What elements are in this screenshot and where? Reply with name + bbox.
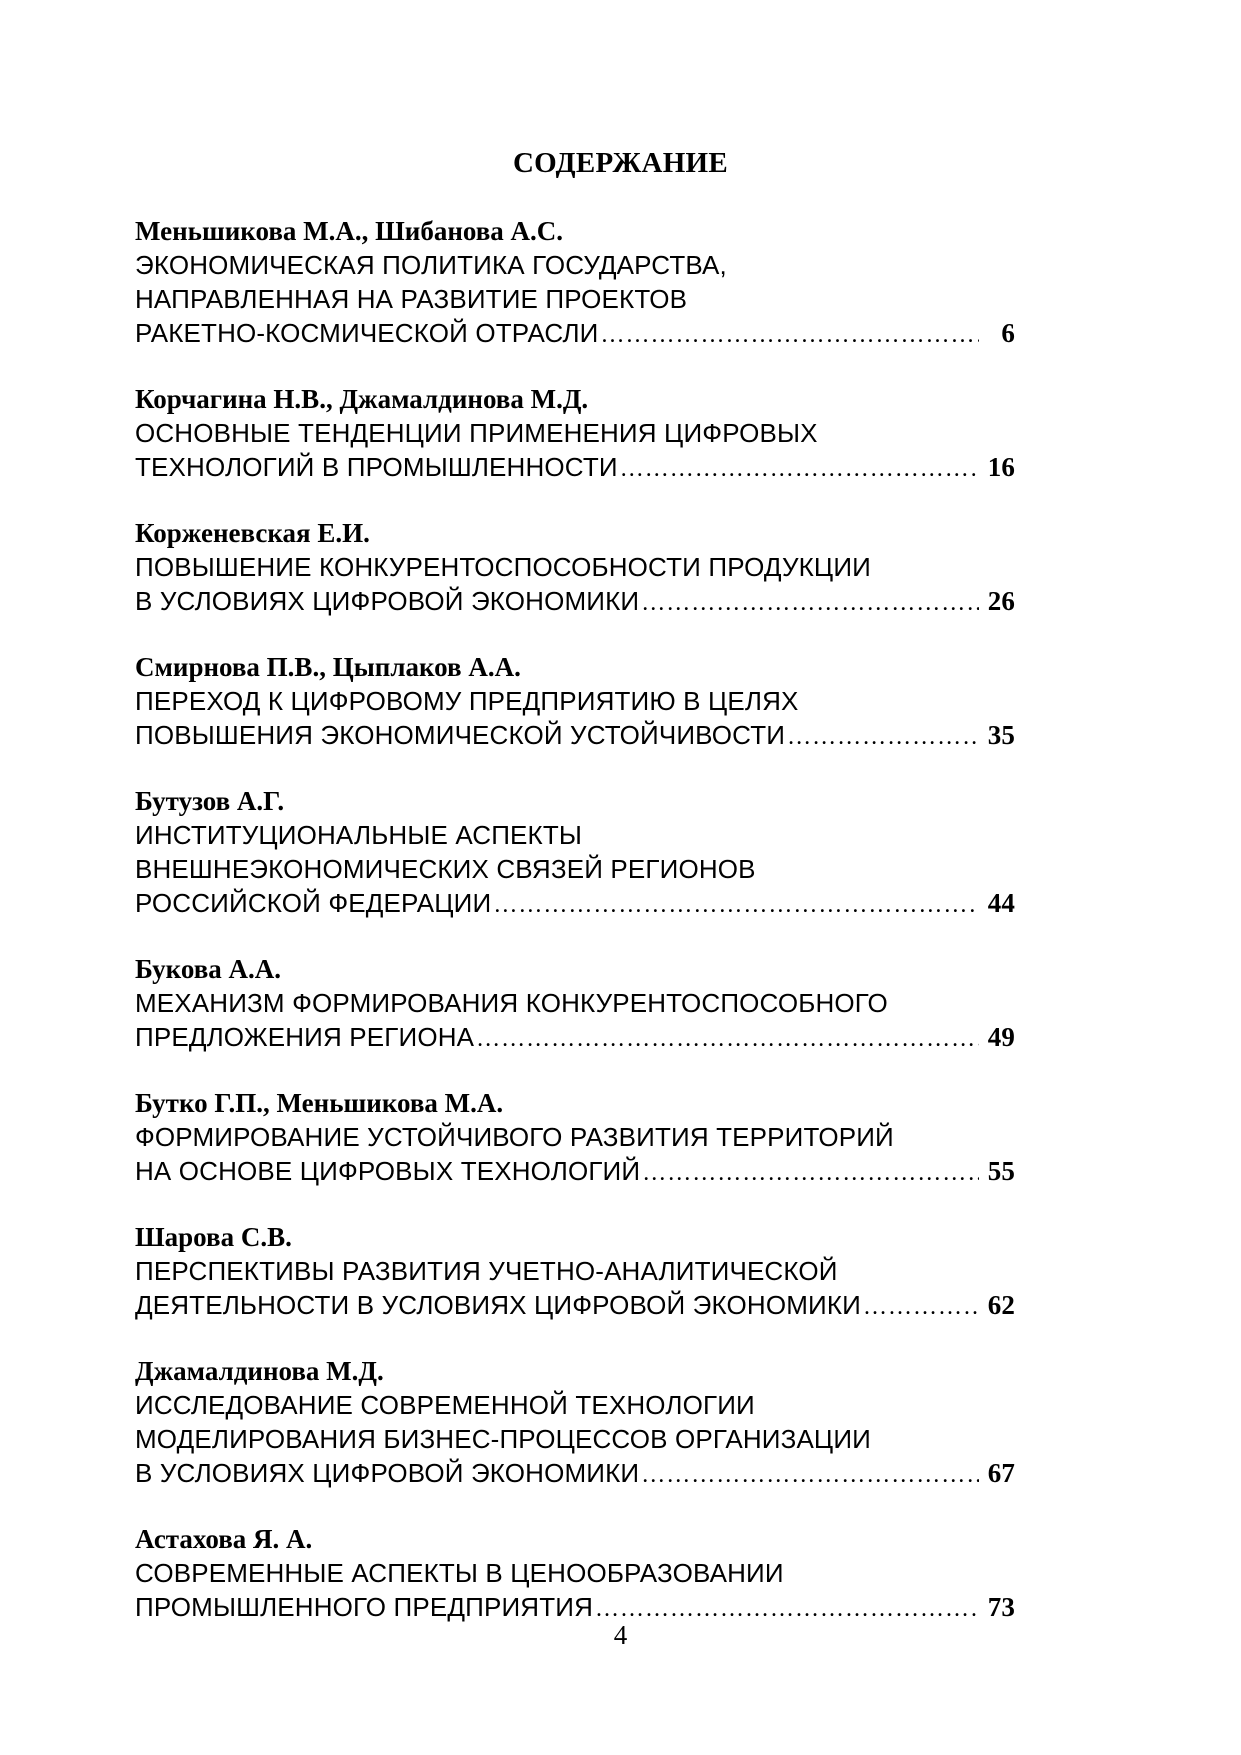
entry-title-line: ПЕРЕХОД К ЦИФРОВОМУ ПРЕДПРИЯТИЮ В ЦЕЛЯХ: [135, 686, 799, 716]
entry-title-line: В УСЛОВИЯХ ЦИФРОВОЙ ЭКОНОМИКИ: [135, 1458, 640, 1488]
toc-entry: [135, 1220, 1015, 1322]
entry-page-number: 67: [987, 1458, 1015, 1488]
entry-title-last-line: [135, 1456, 1015, 1490]
entry-title-line: МОДЕЛИРОВАНИЯ БИЗНЕС-ПРОЦЕССОВ ОРГАНИЗАЦИИ: [135, 1424, 871, 1454]
toc-entry: [135, 516, 1015, 618]
toc-entry: [135, 650, 1015, 752]
entry-authors: Букова А.А.: [135, 954, 282, 984]
page-number: 4: [613, 1620, 628, 1650]
dot-leader: [493, 888, 979, 922]
toc-entry: [135, 784, 1015, 920]
entry-title-line: ДЕЯТЕЛЬНОСТИ В УСЛОВИЯХ ЦИФРОВОЙ ЭКОНОМИКИ: [135, 1290, 861, 1320]
dot-leader: [620, 452, 979, 486]
entry-page-number: 6: [1001, 318, 1015, 348]
entry-title-line: СОВРЕМЕННЫЕ АСПЕКТЫ В ЦЕНООБРАЗОВАНИИ: [135, 1558, 784, 1588]
entry-page-number: 62: [987, 1290, 1015, 1320]
entry-authors: Бутузов А.Г.: [135, 786, 285, 816]
entry-page-number: 35: [987, 720, 1015, 750]
entry-page-number: 73: [987, 1592, 1015, 1622]
entry-title-last-line: [135, 886, 1015, 920]
toc-entry: [135, 382, 1015, 484]
entry-title-last-line: [135, 1288, 1015, 1322]
entry-title-line: ПРОМЫШЛЕННОГО ПРЕДПРИЯТИЯ: [135, 1592, 594, 1622]
toc-entry: [135, 1086, 1015, 1188]
dot-leader: [601, 318, 979, 352]
dot-leader: [863, 1290, 979, 1324]
dot-leader: [642, 1156, 979, 1190]
entry-title-line: ФОРМИРОВАНИЕ УСТОЙЧИВОГО РАЗВИТИЯ ТЕРРИТОРИЙ: [135, 1122, 894, 1152]
entry-page-number: 44: [987, 888, 1015, 918]
entry-page-number: 16: [987, 452, 1015, 482]
entry-authors: Бутко Г.П., Меньшикова М.А.: [135, 1088, 504, 1118]
entry-title-line: ЭКОНОМИЧЕСКАЯ ПОЛИТИКА ГОСУДАРСТВА,: [135, 250, 727, 280]
entry-authors: Смирнова П.В., Цыплаков А.А.: [135, 652, 521, 682]
entry-title-line: РОССИЙСКОЙ ФЕДЕРАЦИИ: [135, 888, 492, 918]
entry-authors: Астахова Я. А.: [135, 1524, 313, 1554]
toc-entry: [135, 1522, 1015, 1624]
entry-title-line: РАКЕТНО-КОСМИЧЕСКОЙ ОТРАСЛИ: [135, 318, 599, 348]
entry-title-line: ИНСТИТУЦИОНАЛЬНЫЕ АСПЕКТЫ: [135, 820, 583, 850]
entry-authors: Корженевская Е.И.: [135, 518, 370, 548]
entry-title-last-line: [135, 1020, 1015, 1054]
entry-title-last-line: [135, 1154, 1015, 1188]
entry-authors: Шарова С.В.: [135, 1222, 292, 1252]
entry-page-number: 55: [987, 1156, 1015, 1186]
entry-title-line: ТЕХНОЛОГИЙ В ПРОМЫШЛЕННОСТИ: [135, 452, 618, 482]
entry-title-line: ПЕРСПЕКТИВЫ РАЗВИТИЯ УЧЕТНО-АНАЛИТИЧЕСКОЙ: [135, 1256, 838, 1286]
entry-title-line: ОСНОВНЫЕ ТЕНДЕНЦИИ ПРИМЕНЕНИЯ ЦИФРОВЫХ: [135, 418, 818, 448]
entry-title-last-line: [135, 584, 1015, 618]
dot-leader: [476, 1022, 979, 1056]
entry-authors: Меньшикова М.А., Шибанова А.С.: [135, 216, 564, 246]
entry-title-last-line: [135, 316, 1015, 350]
toc-entry: [135, 214, 1015, 350]
entry-title-line: НА ОСНОВЕ ЦИФРОВЫХ ТЕХНОЛОГИЙ: [135, 1156, 641, 1186]
entry-title-line: ПОВЫШЕНИЯ ЭКОНОМИЧЕСКОЙ УСТОЙЧИВОСТИ: [135, 720, 786, 750]
entry-authors: Джамалдинова М.Д.: [135, 1356, 384, 1386]
dot-leader: [787, 720, 979, 754]
dot-leader: [641, 586, 979, 620]
entry-title-line: В УСЛОВИЯХ ЦИФРОВОЙ ЭКОНОМИКИ: [135, 586, 640, 616]
entry-title-line: ВНЕШНЕЭКОНОМИЧЕСКИХ СВЯЗЕЙ РЕГИОНОВ: [135, 854, 756, 884]
entry-title-line: НАПРАВЛЕННАЯ НА РАЗВИТИЕ ПРОЕКТОВ: [135, 284, 688, 314]
entry-title-last-line: [135, 718, 1015, 752]
entry-page-number: 26: [987, 586, 1015, 616]
entry-title-line: ПРЕДЛОЖЕНИЯ РЕГИОНА: [135, 1022, 475, 1052]
entry-title-line: МЕХАНИЗМ ФОРМИРОВАНИЯ КОНКУРЕНТОСПОСОБНОГО: [135, 988, 888, 1018]
entry-title-line: ПОВЫШЕНИЕ КОНКУРЕНТОСПОСОБНОСТИ ПРОДУКЦИИ: [135, 552, 871, 582]
page-title: СОДЕРЖАНИЕ: [512, 147, 729, 179]
entry-authors: Корчагина Н.В., Джамалдинова М.Д.: [135, 384, 589, 414]
entry-title-line: ИССЛЕДОВАНИЕ СОВРЕМЕННОЙ ТЕХНОЛОГИИ: [135, 1390, 755, 1420]
entry-title-last-line: [135, 450, 1015, 484]
toc-entry: [135, 1354, 1015, 1490]
dot-leader: [641, 1458, 979, 1492]
entry-page-number: 49: [987, 1022, 1015, 1052]
toc-entry: [135, 952, 1015, 1054]
